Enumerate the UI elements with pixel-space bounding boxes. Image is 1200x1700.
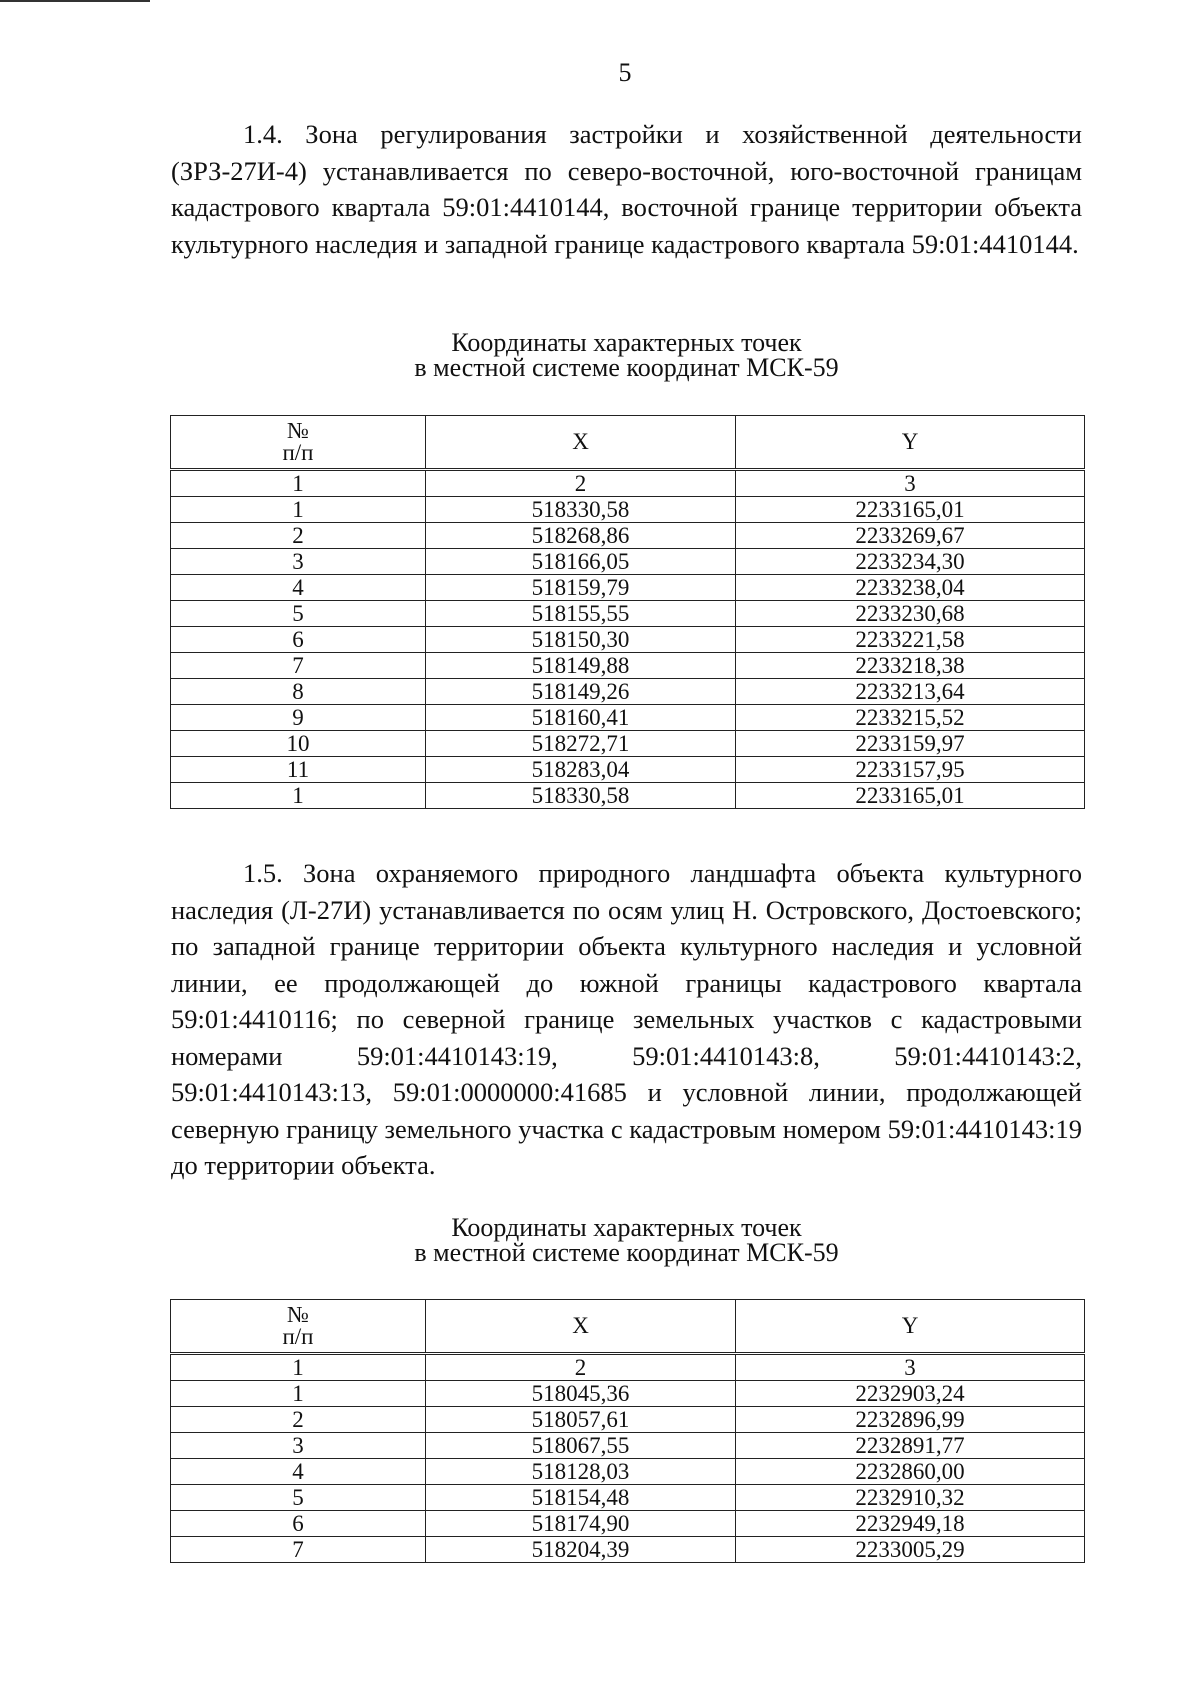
x-coordinate-cell: 518045,36 <box>426 1381 736 1407</box>
page-number: 5 <box>618 58 632 87</box>
table-1-caption-line-2: в местной системе координат МСК-59 <box>414 353 839 382</box>
point-number-cell: 6 <box>171 627 426 653</box>
y-coordinate-cell: 2232896,99 <box>736 1407 1085 1433</box>
column-number-cell: 1 <box>171 470 426 497</box>
table-row <box>171 679 1085 705</box>
point-number-cell: 9 <box>171 705 426 731</box>
point-number-cell: 5 <box>171 1485 426 1511</box>
y-coordinate-cell: 2233159,97 <box>736 731 1085 757</box>
x-coordinate-cell: 518272,71 <box>426 731 736 757</box>
table-row <box>171 1511 1085 1537</box>
point-number-cell: 7 <box>171 1537 426 1563</box>
header-number-sign: № <box>287 1302 309 1327</box>
header-number-abbrev: п/п <box>282 1324 314 1349</box>
y-coordinate-cell: 2233230,68 <box>736 601 1085 627</box>
column-number-row <box>171 1354 1085 1381</box>
y-coordinate-cell: 2232910,32 <box>736 1485 1085 1511</box>
table-header-row <box>171 416 1085 470</box>
x-coordinate-cell: 518149,88 <box>426 653 736 679</box>
point-number-cell: 2 <box>171 523 426 549</box>
table-row <box>171 1537 1085 1563</box>
column-number-cell: 1 <box>171 1354 426 1381</box>
header-number-cell <box>171 416 426 470</box>
point-number-cell: 11 <box>171 757 426 783</box>
header-number-cell <box>171 1300 426 1354</box>
point-number-cell: 2 <box>171 1407 426 1433</box>
coordinates-table-2 <box>170 1299 1085 1563</box>
table-row <box>171 1407 1085 1433</box>
y-coordinate-cell: 2233213,64 <box>736 679 1085 705</box>
table-row <box>171 653 1085 679</box>
table-row <box>171 497 1085 523</box>
point-number-cell: 3 <box>171 549 426 575</box>
header-number-sign: № <box>287 418 309 443</box>
table-row <box>171 523 1085 549</box>
point-number-cell: 3 <box>171 1433 426 1459</box>
table-row <box>171 1433 1085 1459</box>
table-row <box>171 731 1085 757</box>
y-coordinate-cell: 2233005,29 <box>736 1537 1085 1563</box>
x-coordinate-cell: 518150,30 <box>426 627 736 653</box>
table-row <box>171 549 1085 575</box>
x-coordinate-cell: 518330,58 <box>426 783 736 809</box>
table-row <box>171 601 1085 627</box>
x-coordinate-cell: 518149,26 <box>426 679 736 705</box>
x-coordinate-cell: 518283,04 <box>426 757 736 783</box>
section-1-5-paragraph: 1.5. Зона охраняемого природного ландшафта объекта культурного наследия (Л-27И) устанавливается по осям улиц Н. Островского, Достоевского; по западной границе территории объекта культурного наследия и условной линии, ее продолжающей до южной границы кадастрового квартала 59:01:4410116; по северной границе земельных участков с кадастровыми номерами 59:01:4410143:19, 59:01:4410143:8, 59:01:4410143:2, 59:01:4410143:13, 59:01:0000000:41685 и условной линии, продолжающей северную границу земельного участка с кадастровым номером 59:01:4410143:19 до территории объекта. <box>171 858 1082 1180</box>
table-1-caption-line-1: Координаты характерных точек <box>451 328 802 357</box>
table-row <box>171 1459 1085 1485</box>
coordinates-table-2-body <box>171 1300 1085 1563</box>
x-coordinate-cell: 518155,55 <box>426 601 736 627</box>
header-x-cell: X <box>426 1300 736 1354</box>
y-coordinate-cell: 2232903,24 <box>736 1381 1085 1407</box>
x-coordinate-cell: 518204,39 <box>426 1537 736 1563</box>
table-1-caption <box>171 330 1082 380</box>
column-number-cell: 2 <box>426 470 736 497</box>
table-row <box>171 627 1085 653</box>
column-number-row <box>171 470 1085 497</box>
point-number-cell: 5 <box>171 601 426 627</box>
y-coordinate-cell: 2233215,52 <box>736 705 1085 731</box>
x-coordinate-cell: 518128,03 <box>426 1459 736 1485</box>
point-number-cell: 4 <box>171 1459 426 1485</box>
y-coordinate-cell: 2233165,01 <box>736 497 1085 523</box>
header-y-cell: Y <box>736 1300 1085 1354</box>
y-coordinate-cell: 2232860,00 <box>736 1459 1085 1485</box>
top-edge-rule <box>0 0 150 2</box>
header-y-cell: Y <box>736 416 1085 470</box>
coordinates-table-1-body <box>171 416 1085 809</box>
header-x-cell: X <box>426 416 736 470</box>
point-number-cell: 10 <box>171 731 426 757</box>
table-row <box>171 757 1085 783</box>
y-coordinate-cell: 2232949,18 <box>736 1511 1085 1537</box>
point-number-cell: 4 <box>171 575 426 601</box>
x-coordinate-cell: 518174,90 <box>426 1511 736 1537</box>
coordinates-table-1 <box>170 415 1085 809</box>
x-coordinate-cell: 518159,79 <box>426 575 736 601</box>
section-1-4-paragraph: 1.4. Зона регулирования застройки и хозяйственной деятельности (ЗРЗ-27И-4) устанавливается по северо-восточной, юго-восточной границам кадастрового квартала 59:01:4410144, восточной границе территории объекта культурного наследия и западной границе кадастрового квартала 59:01:4410144. <box>171 119 1082 259</box>
y-coordinate-cell: 2233238,04 <box>736 575 1085 601</box>
y-coordinate-cell: 2233218,38 <box>736 653 1085 679</box>
y-coordinate-cell: 2233165,01 <box>736 783 1085 809</box>
x-coordinate-cell: 518330,58 <box>426 497 736 523</box>
y-coordinate-cell: 2233269,67 <box>736 523 1085 549</box>
point-number-cell: 8 <box>171 679 426 705</box>
table-row <box>171 783 1085 809</box>
x-coordinate-cell: 518166,05 <box>426 549 736 575</box>
x-coordinate-cell: 518067,55 <box>426 1433 736 1459</box>
y-coordinate-cell: 2233234,30 <box>736 549 1085 575</box>
y-coordinate-cell: 2233157,95 <box>736 757 1085 783</box>
x-coordinate-cell: 518268,86 <box>426 523 736 549</box>
table-header-row <box>171 1300 1085 1354</box>
y-coordinate-cell: 2233221,58 <box>736 627 1085 653</box>
point-number-cell: 1 <box>171 497 426 523</box>
x-coordinate-cell: 518154,48 <box>426 1485 736 1511</box>
table-row <box>171 1485 1085 1511</box>
point-number-cell: 7 <box>171 653 426 679</box>
column-number-cell: 2 <box>426 1354 736 1381</box>
column-number-cell: 3 <box>736 1354 1085 1381</box>
x-coordinate-cell: 518057,61 <box>426 1407 736 1433</box>
x-coordinate-cell: 518160,41 <box>426 705 736 731</box>
table-row <box>171 1381 1085 1407</box>
column-number-cell: 3 <box>736 470 1085 497</box>
table-2-caption <box>171 1215 1082 1265</box>
header-number-abbrev: п/п <box>282 440 314 465</box>
y-coordinate-cell: 2232891,77 <box>736 1433 1085 1459</box>
point-number-cell: 1 <box>171 783 426 809</box>
table-2-caption-line-1: Координаты характерных точек <box>451 1213 802 1242</box>
point-number-cell: 1 <box>171 1381 426 1407</box>
point-number-cell: 6 <box>171 1511 426 1537</box>
table-row <box>171 575 1085 601</box>
table-2-caption-line-2: в местной системе координат МСК-59 <box>414 1238 839 1267</box>
table-row <box>171 705 1085 731</box>
